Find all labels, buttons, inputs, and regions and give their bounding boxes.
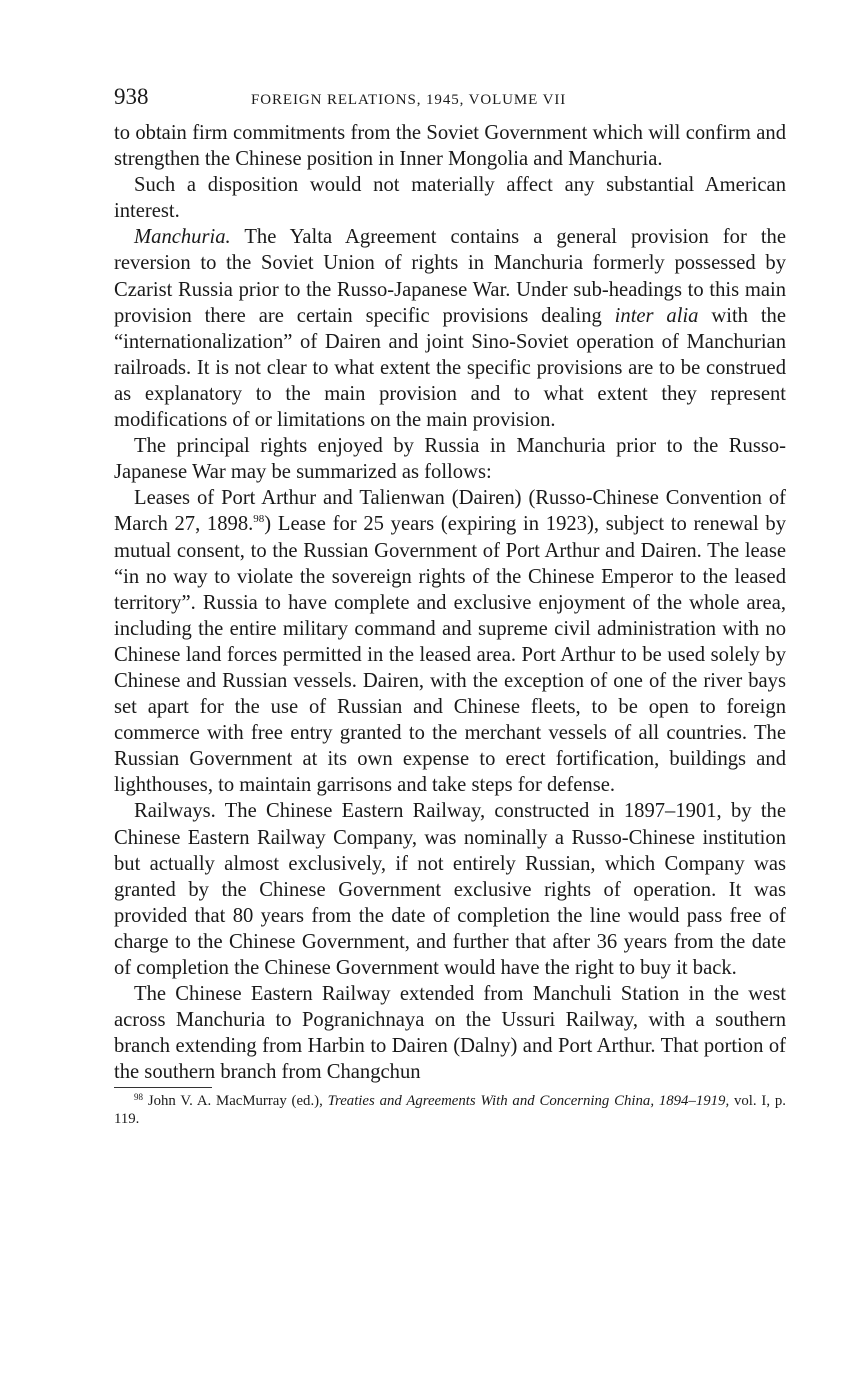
leases-text-1: Leases of Port Arthur and Talienwan (Dairen) (Russo-Chinese Convention of March 27, 1898.: [114, 487, 786, 536]
manchuria-text-1: The Yalta Agreement contains a general provision for the reversion to the Soviet Union of rights in Manchuria formerly possessed by Czarist Russia prior to the Russo-Japanese War. Under sub-headings to this main provision there are certain specific provisions dealing: [114, 226, 786, 327]
running-head: FOREIGN RELATIONS, 1945, VOLUME VII: [251, 92, 567, 108]
paragraph-leases: [114, 485, 786, 798]
footnote-number: 98: [134, 1092, 143, 1103]
manchuria-text-2: with the “internationalization” of Dairen and joint Sino-Soviet operation of Manchurian railroads. It is not clear to what extent the specific provisions are to be construed as explanatory to the main provision and to what extent they represent modifications of or limitations on the main provision.: [114, 304, 786, 432]
paragraph-chinese-eastern-railway: The Chinese Eastern Railway extended from Manchuli Station in the west across Manchuria to Pogranichnaya on the Ussuri Railway, with a southern branch extending from Harbin to Dairen (Dalny) and Port Arthur. That portion of the southern branch from Changchun: [114, 983, 786, 1084]
paragraph-continuation: to obtain firm commitments from the Soviet Government which will confirm and strengthen the Chinese position in Inner Mongolia and Manchuria.: [114, 122, 786, 171]
paragraph-manchuria: [114, 224, 786, 433]
leases-text-2: ) Lease for 25 years (expiring in 1923), subject to renewal by mutual consent, to the Russian Government of Port Arthur and Dairen. The lease “in no way to violate the sovereign rights of the Chinese Emperor to the leased territory”. Russia to have complete and exclusive enjoyment of the whole area, including the entire military command and supreme civil administration with no Chinese land forces permitted in the leased area. Port Arthur to be used solely by Chinese and Russian vessels. Dairen, with the exception of one of the river bays set apart for the use of Russian and Chinese fleets, to be open to foreign commerce with free entry granted to the merchant vessels of all countries. The Russian Government at its own expense to erect fortification, buildings and lighthouses, to maintain garrisons and take steps for defense.: [114, 513, 786, 797]
footnote-text-2: vol. I, p. 119.: [114, 1093, 786, 1127]
paragraph-principal-rights: The principal rights enjoyed by Russia in Manchuria prior to the Russo-Japanese War may be summarized as follows:: [114, 435, 786, 484]
footnote-reference: 98: [253, 513, 265, 526]
footnote-text-1: John V. A. MacMurray (ed.),: [143, 1093, 328, 1110]
paragraph-american-interest: Such a disposition would not materially affect any substantial American interest.: [114, 174, 786, 223]
footnote-divider: [114, 1087, 212, 1088]
footnote: [114, 1093, 786, 1128]
manchuria-lead: Manchuria.: [134, 226, 231, 249]
paragraph-railways: Railways. The Chinese Eastern Railway, constructed in 1897–1901, by the Chinese Eastern Railway Company, was nominally a Russo-Chinese institution but actually almost exclusively, if not entirely Russian, which Company was granted by the Chinese Government exclusive rights of operation. It was provided that 80 years from the date of completion the line would pass free of charge to the Chinese Government, and further that after 36 years from the date of completion the Chinese Government would have the right to buy it back.: [114, 800, 786, 979]
inter-alia: inter alia: [614, 304, 699, 327]
page-header: [114, 84, 786, 120]
page-number: 938: [114, 84, 149, 109]
document-page: [114, 84, 786, 1128]
body-text: [114, 120, 786, 1085]
footnote-title: Treaties and Agreements With and Concerning China, 1894–1919,: [327, 1093, 730, 1110]
